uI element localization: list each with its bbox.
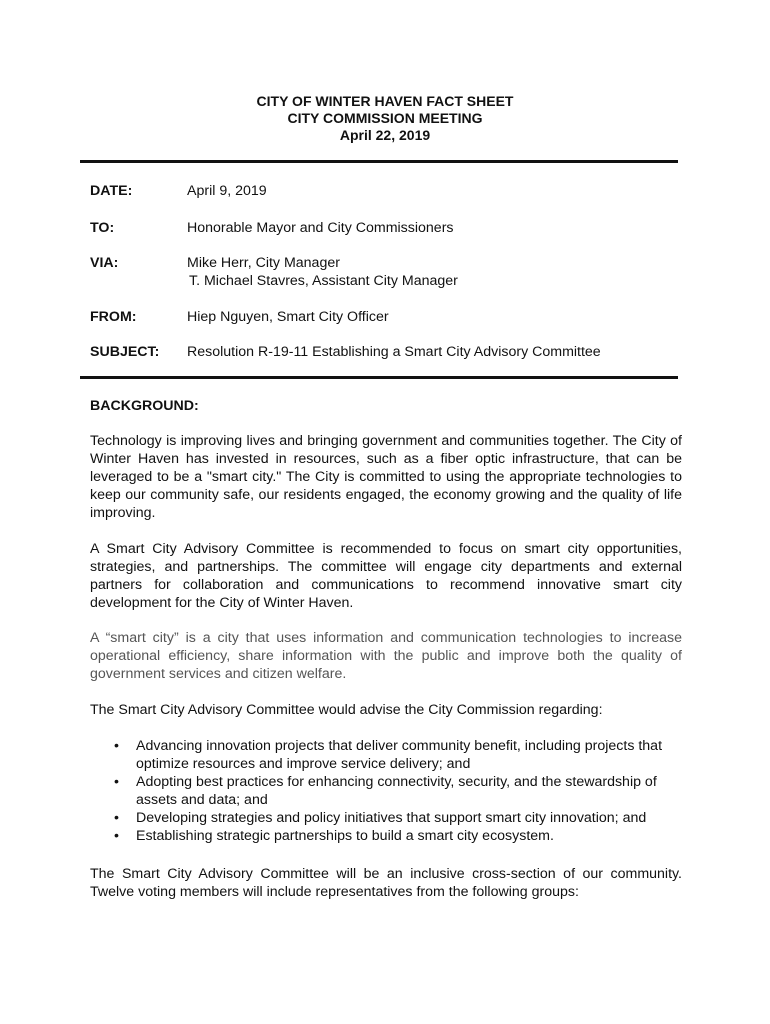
bullet-icon: • xyxy=(114,774,119,790)
list-item xyxy=(90,737,682,773)
list-item-text: Advancing innovation projects that deliver community benefit, including projects that optimize resources and improve service delivery; and xyxy=(136,738,663,772)
date-label: DATE: xyxy=(90,183,133,199)
list-item-text: Establishing strategic partnerships to build a smart city ecosystem. xyxy=(136,828,554,844)
bullet-icon: • xyxy=(114,810,119,826)
bullet-icon: • xyxy=(114,828,119,844)
advisory-bullet-list xyxy=(90,737,682,845)
document-header xyxy=(80,93,690,144)
to-label: TO: xyxy=(90,220,115,236)
list-item xyxy=(90,827,682,845)
smart-city-definition: A “smart city” is a city that uses information and communication technologies to increase operational efficiency, share information with the public and improve both the quality of government services and citizen welfare. xyxy=(90,630,682,682)
via-value-line-2: T. Michael Stavres, Assistant City Manager xyxy=(189,273,458,289)
date-value: April 9, 2019 xyxy=(187,183,267,199)
from-label: FROM: xyxy=(90,309,137,325)
list-item-text: Adopting best practices for enhancing connectivity, security, and the stewardship of assets and data; and xyxy=(136,774,657,808)
bottom-divider xyxy=(80,376,678,379)
subject-value: Resolution R-19-11 Establishing a Smart City Advisory Committee xyxy=(187,344,601,360)
memo-row-via xyxy=(90,254,690,290)
via-value-line-1: Mike Herr, City Manager xyxy=(187,255,340,271)
header-date: April 22, 2019 xyxy=(339,127,431,143)
header-meeting: CITY COMMISSION MEETING xyxy=(287,110,483,126)
background-paragraph-1: Technology is improving lives and bringing government and communities together. The City of Winter Haven has invested in resources, such as a fiber optic infrastructure, that can be leveraged to be a "smart city." The City is committed to using the appropriate technologies to keep our community safe, our residents engaged, the economy growing and the quality of life improving. xyxy=(90,433,682,521)
list-item xyxy=(90,773,682,809)
via-value xyxy=(187,254,458,290)
advisory-intro: The Smart City Advisory Committee would advise the City Commission regarding: xyxy=(90,702,603,718)
top-divider xyxy=(80,160,678,163)
background-heading: BACKGROUND: xyxy=(90,398,199,414)
to-value: Honorable Mayor and City Commissioners xyxy=(187,220,454,236)
background-paragraph-2: A Smart City Advisory Committee is recommended to focus on smart city opportunities, strategies, and partnerships. The committee will engage city departments and external partners for collaboration and communications to recommend innovative smart city development for the City of Winter Haven. xyxy=(90,541,682,611)
committee-composition-paragraph: The Smart City Advisory Committee will be an inclusive cross-section of our community. Twelve voting members will include representatives from the following groups: xyxy=(90,866,682,900)
subject-label: SUBJECT: xyxy=(90,344,160,360)
from-value: Hiep Nguyen, Smart City Officer xyxy=(187,309,389,325)
list-item-text: Developing strategies and policy initiatives that support smart city innovation; and xyxy=(136,810,647,826)
list-item xyxy=(90,809,682,827)
header-title: CITY OF WINTER HAVEN FACT SHEET xyxy=(256,93,514,109)
bullet-icon: • xyxy=(114,738,119,754)
via-label: VIA: xyxy=(90,255,119,271)
